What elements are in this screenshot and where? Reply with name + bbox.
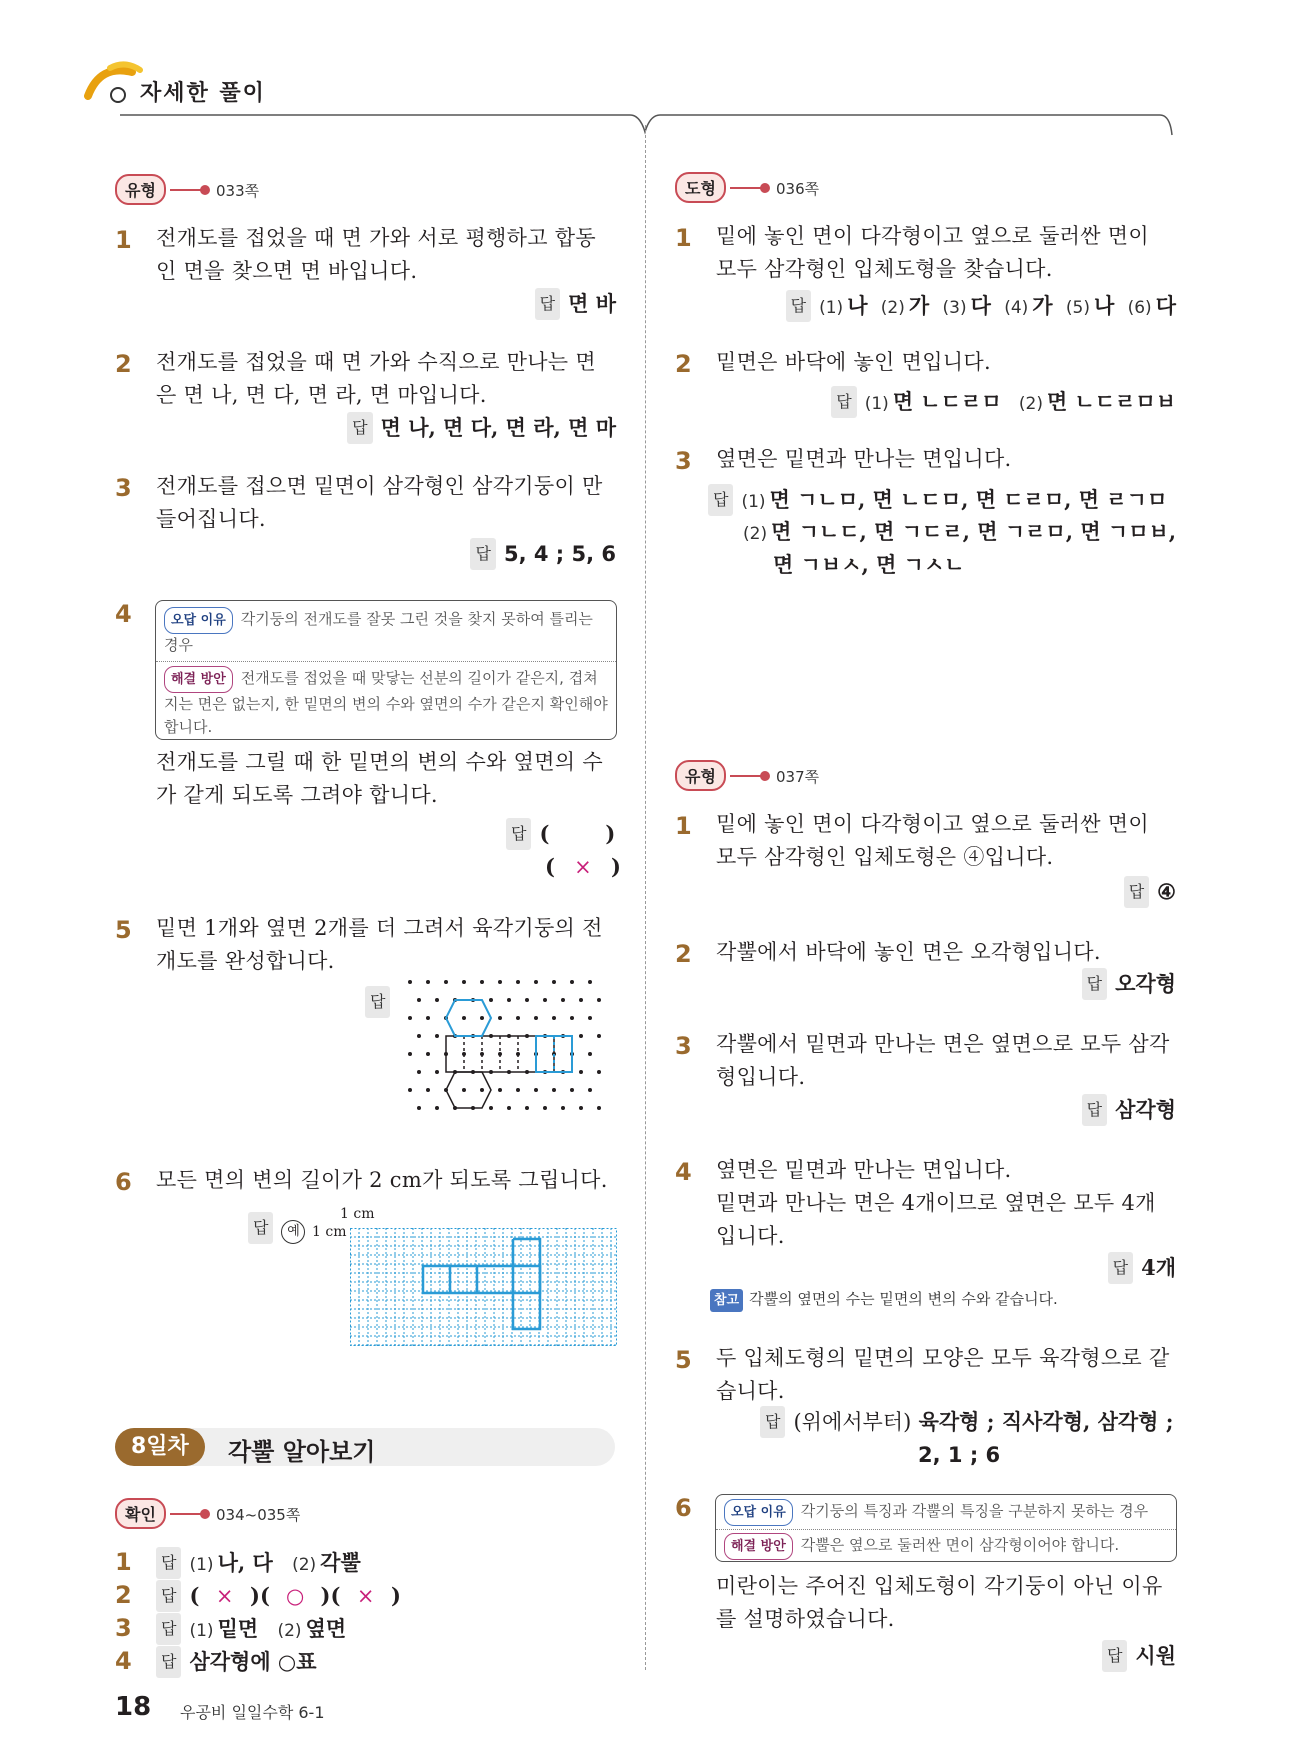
answer-value: 면 ㄴㄷㄹㅁㅂ xyxy=(1046,389,1176,414)
note-text: 각뿔의 옆면의 수는 밑면의 변의 수와 같습니다. xyxy=(749,1290,1058,1308)
grid-dot xyxy=(597,1106,601,1110)
grid-dot xyxy=(516,1088,520,1092)
grid-dot xyxy=(579,998,583,1002)
grid-dot xyxy=(489,998,493,1002)
example-mark: 예 xyxy=(281,1220,305,1244)
grid-dot xyxy=(489,1106,493,1110)
grid-dot xyxy=(408,980,412,984)
answer-value: 면 ㄱㄴㅁ, 면 ㄴㄷㅁ, 면 ㄷㄹㅁ, 면 ㄹㄱㅁ xyxy=(769,487,1168,512)
ref-dot xyxy=(200,1509,210,1519)
solution-text: 전개도를 접었을 때 맞닿는 선분의 길이가 같은지, 겹쳐지는 면은 없는지, 한 밑면의 변의 수와 옆면의 수가 같은지 확인해야 합니다. xyxy=(164,669,608,736)
grid-dot xyxy=(597,1070,601,1074)
grid-dot xyxy=(561,998,565,1002)
grid-dot xyxy=(597,998,601,1002)
answer-line xyxy=(1082,1094,1176,1126)
question-text: 전개도를 접으면 밑면이 삼각형인 삼각기둥이 만들어집니다. xyxy=(156,474,603,531)
answer-line-2 xyxy=(743,517,1176,549)
answer-line xyxy=(1082,968,1176,1000)
grid-dot xyxy=(570,980,574,984)
answer-label: 답 xyxy=(248,1212,273,1244)
item-prefix: (1) xyxy=(819,298,844,318)
answer-value: 4개 xyxy=(1141,1255,1176,1280)
answer-line-3 xyxy=(773,550,965,580)
grid-dot xyxy=(426,980,430,984)
grid-dot xyxy=(435,998,439,1002)
header-title: 자세한 풀이 xyxy=(140,81,266,106)
grid-dot xyxy=(408,1088,412,1092)
answer-label: 답 xyxy=(1082,1094,1107,1126)
page-ref: 033쪽 xyxy=(216,182,260,200)
answer-line xyxy=(156,1646,317,1678)
grid-dot xyxy=(408,1016,412,1020)
question-number: 4 xyxy=(115,1647,132,1675)
grid-dot xyxy=(426,1016,430,1020)
item-prefix: (2) xyxy=(277,1621,302,1641)
x-mark: × xyxy=(356,1584,375,1608)
answer-line xyxy=(365,986,398,1018)
paren-open: ( xyxy=(539,821,550,846)
answer-line xyxy=(506,818,615,850)
answer-value: 2, 1 ; 6 xyxy=(918,1443,1001,1467)
item-prefix: (2) xyxy=(1018,394,1043,414)
answer-line xyxy=(786,290,1176,323)
grid-dot xyxy=(588,1088,592,1092)
question-number: 6 xyxy=(115,1168,132,1196)
grid-dot xyxy=(498,1016,502,1020)
grid-dot xyxy=(408,1052,412,1056)
answer-line-2 xyxy=(545,852,621,882)
paren-close: ) xyxy=(610,854,621,879)
answer-line xyxy=(156,1547,361,1580)
day-badge: 8일차 xyxy=(115,1428,205,1466)
mistake-reason xyxy=(156,601,616,662)
answer-value: 가 xyxy=(908,293,930,318)
grid-dot xyxy=(507,998,511,1002)
question-text: 전개도를 접었을 때 면 가와 서로 평행하고 합동인 면을 찾으면 면 바입니다. xyxy=(156,226,596,283)
grid-dot xyxy=(588,1016,592,1020)
question-text: 전개도를 그릴 때 한 밑면의 변의 수와 옆면의 수가 같게 되도록 그려야 합니다. xyxy=(156,750,603,807)
mistake-tag: 오답 이유 xyxy=(724,1499,793,1526)
grid-dot xyxy=(462,980,466,984)
question-text: 밑면은 바닥에 놓인 면입니다. xyxy=(716,350,991,374)
answer-value: 다 xyxy=(970,293,991,318)
question-number: 1 xyxy=(115,1548,132,1576)
grid-dot xyxy=(480,1016,484,1020)
section-badge-type: 유형 xyxy=(115,174,166,205)
answer-line xyxy=(708,484,1167,517)
day-title: 각뿔 알아보기 xyxy=(228,1438,376,1466)
grid-dot xyxy=(417,1034,421,1038)
grid-dot xyxy=(534,1088,538,1092)
question-text: 옆면은 밑면과 만나는 면입니다. xyxy=(716,1158,1012,1182)
question-text: 모든 면의 변의 길이가 2 cm가 되도록 그립니다. xyxy=(156,1168,608,1192)
question-text: 각뿔에서 밑면과 만나는 면은 옆면으로 모두 삼각형입니다. xyxy=(716,1032,1170,1089)
answer-label: 답 xyxy=(1102,1640,1127,1672)
question-number: 3 xyxy=(675,1032,692,1060)
question-number: 3 xyxy=(115,474,132,502)
item-prefix: (1) xyxy=(864,394,889,414)
question-number: 5 xyxy=(675,1346,692,1374)
question-number: 6 xyxy=(675,1494,692,1522)
reference-note xyxy=(710,1288,1058,1312)
page-ref: 034~035쪽 xyxy=(216,1506,301,1524)
item-prefix: (2) xyxy=(880,298,905,318)
answer-label: 답 xyxy=(156,1646,181,1678)
answer-value: 시원 xyxy=(1135,1643,1176,1668)
solution-plan xyxy=(716,1530,1176,1563)
answer-value: 다 xyxy=(1155,293,1176,318)
answer-label: 답 xyxy=(470,538,495,570)
answer-label: 답 xyxy=(156,1580,181,1612)
answer-value: 밑면 xyxy=(217,1616,259,1641)
grid-dot xyxy=(435,1034,439,1038)
answer-label: 답 xyxy=(156,1547,181,1579)
grid-dot xyxy=(498,980,502,984)
item-prefix: (2) xyxy=(292,1555,317,1575)
grid-dot xyxy=(462,1088,466,1092)
question-number: 2 xyxy=(675,350,692,378)
page-ref: 037쪽 xyxy=(776,768,820,786)
answer-value: 면 ㄱㅂㅅ, 면 ㄱㅅㄴ xyxy=(773,552,965,577)
grid-dot xyxy=(579,1106,583,1110)
answer-label: 답 xyxy=(1124,876,1149,908)
x-mark: × xyxy=(574,855,592,879)
item-prefix: (1) xyxy=(741,492,766,512)
answer-line xyxy=(470,538,616,570)
grid-dot xyxy=(534,1016,538,1020)
answer-label: 답 xyxy=(831,386,856,418)
answer-line: 답 ( × )( ○ )( × ) xyxy=(156,1580,401,1612)
question-text: 밑면 1개와 옆면 2개를 더 그려서 육각기둥의 전개도를 완성합니다. xyxy=(156,916,603,973)
answer-line xyxy=(156,1613,346,1646)
paren-open: ( xyxy=(545,854,555,879)
question-text: 미란이는 주어진 입체도형이 각기둥이 아닌 이유를 설명하였습니다. xyxy=(716,1574,1163,1631)
mistake-reason xyxy=(716,1495,1176,1530)
section-badge-check: 확인 xyxy=(115,1498,166,1529)
question-number: 4 xyxy=(675,1158,692,1186)
answer-value: 오각형 xyxy=(1115,971,1176,996)
item-prefix: (1) xyxy=(189,1621,214,1641)
item-prefix: (5) xyxy=(1065,298,1090,318)
answer-label: 답 xyxy=(506,818,531,850)
grid-dot xyxy=(579,1070,583,1074)
answer-line xyxy=(1108,1252,1176,1284)
grid-dot xyxy=(417,1070,421,1074)
answer-line xyxy=(1124,876,1176,908)
answer-line xyxy=(1102,1640,1176,1672)
answer-value: 면 바 xyxy=(568,291,616,316)
solution-tag: 해결 방안 xyxy=(164,666,233,693)
solution-text: 각뿔은 옆으로 둘러싼 면이 삼각형이어야 합니다. xyxy=(800,1536,1120,1554)
item-prefix: (1) xyxy=(189,1555,214,1575)
column-divider xyxy=(645,125,646,1670)
grid-dot xyxy=(435,1106,439,1110)
hexagonal-prism-net xyxy=(400,980,620,1140)
question-number: 1 xyxy=(675,812,692,840)
question-number: 3 xyxy=(675,447,692,475)
grid-dot xyxy=(543,1106,547,1110)
ref-dot xyxy=(760,183,770,193)
answer-line xyxy=(760,1406,1174,1438)
item-prefix: (6) xyxy=(1127,298,1152,318)
grid-dot xyxy=(480,980,484,984)
mistake-text: 각기둥의 전개도를 잘못 그린 것을 찾지 못하여 틀리는 경우 xyxy=(164,610,593,654)
grid-dot xyxy=(507,1106,511,1110)
grid-dot xyxy=(552,980,556,984)
answer-label: 답 xyxy=(365,986,390,1018)
answer-value: 나 xyxy=(1094,293,1115,318)
cube-net-answer xyxy=(423,1239,540,1329)
x-mark: × xyxy=(215,1584,234,1608)
grid-drawing xyxy=(350,1228,620,1350)
item-prefix: (2) xyxy=(743,524,768,544)
grid-dot xyxy=(426,1088,430,1092)
question-number: 2 xyxy=(115,1581,132,1609)
page-ref: 036쪽 xyxy=(776,180,820,198)
answer-value: 옆면 xyxy=(305,1616,347,1641)
header-rule xyxy=(120,110,1180,140)
book-title: 우공비 일일수학 6-1 xyxy=(180,1703,325,1722)
item-prefix: (4) xyxy=(1004,298,1029,318)
answer-value: 삼각형에 ○표 xyxy=(189,1649,317,1674)
page-number: 18 xyxy=(115,1692,152,1722)
note-tag: 참고 xyxy=(710,1289,743,1312)
grid-dot xyxy=(516,980,520,984)
question-number: 4 xyxy=(115,600,132,628)
question-text: 옆면은 밑면과 만나는 면입니다. xyxy=(716,447,1012,471)
question-text: 밑에 놓인 면이 다각형이고 옆으로 둘러싼 면이 모두 삼각형인 입체도형은 ④입니다. xyxy=(716,812,1149,869)
question-text: 밑에 놓인 면이 다각형이고 옆으로 둘러싼 면이 모두 삼각형인 입체도형을 찾습니다. xyxy=(716,224,1149,281)
grid-dot xyxy=(588,1052,592,1056)
grid-dot xyxy=(417,998,421,1002)
question-text: 전개도를 접었을 때 면 가와 수직으로 만나는 면은 면 나, 면 다, 면 라, 면 마입니다. xyxy=(156,350,596,407)
question-text: 각뿔에서 바닥에 놓인 면은 오각형입니다. xyxy=(716,940,1101,964)
answer-label: 답 xyxy=(535,288,560,320)
solution-plan xyxy=(156,662,616,743)
answer-value: ④ xyxy=(1157,879,1176,904)
grid-dot xyxy=(579,1034,583,1038)
answer-label: 답 xyxy=(786,290,811,322)
question-text: 두 입체도형의 밑면의 모양은 모두 육각형으로 같습니다. xyxy=(716,1346,1170,1403)
mistake-text: 각기둥의 특징과 각뿔의 특징을 구분하지 못하는 경우 xyxy=(800,1502,1149,1520)
answer-line xyxy=(535,288,616,320)
grid-dot xyxy=(597,1034,601,1038)
question-number: 1 xyxy=(115,226,132,254)
answer-value: 육각형 ; 직사각형, 삼각형 ; xyxy=(918,1409,1174,1434)
answer-line-2 xyxy=(918,1440,1000,1470)
mistake-tag: 오답 이유 xyxy=(164,607,233,634)
answer-label: 답 xyxy=(1108,1252,1133,1284)
answer-line xyxy=(831,386,1176,419)
grid-dot xyxy=(417,1106,421,1110)
grid-dot xyxy=(426,1052,430,1056)
solution-tag: 해결 방안 xyxy=(724,1533,793,1560)
answer-label: 답 xyxy=(708,484,733,516)
grid-dot xyxy=(552,1088,556,1092)
answer-line xyxy=(248,1212,305,1244)
grid-dot xyxy=(570,1088,574,1092)
mistake-box xyxy=(715,1494,1177,1562)
grid-dot xyxy=(552,1016,556,1020)
answer-value: 삼각형 xyxy=(1115,1097,1176,1122)
answer-value: 5, 4 ; 5, 6 xyxy=(503,542,616,566)
question-number: 2 xyxy=(115,350,132,378)
answer-line xyxy=(347,412,616,444)
answer-value: 나, 다 xyxy=(217,1550,273,1575)
question-text-2: 밑면과 만나는 면은 4개이므로 옆면은 모두 4개입니다. xyxy=(716,1191,1156,1248)
grid-dot xyxy=(570,1016,574,1020)
answer-value: 각뿔 xyxy=(320,1550,361,1575)
section-badge-shape: 도형 xyxy=(675,172,726,203)
grid-dot xyxy=(498,1088,502,1092)
grid-dot xyxy=(543,998,547,1002)
grid-dot xyxy=(516,1016,520,1020)
question-number: 2 xyxy=(675,940,692,968)
answer-label: 답 xyxy=(156,1613,181,1645)
unit-top-label: 1 cm xyxy=(340,1206,375,1222)
answer-value: 면 ㄱㄴㄷ, 면 ㄱㄷㄹ, 면 ㄱㄹㅁ, 면 ㄱㅁㅂ, xyxy=(771,519,1177,544)
answer-value: 면 나, 면 다, 면 라, 면 마 xyxy=(380,415,616,440)
grid-dot xyxy=(534,980,538,984)
grid-dot xyxy=(444,980,448,984)
grid-dot xyxy=(435,1070,439,1074)
answer-value: 면 ㄴㄷㄹㅁ xyxy=(892,389,1002,414)
answer-value: 가 xyxy=(1032,293,1053,318)
grid-dot xyxy=(588,980,592,984)
mistake-box xyxy=(155,600,617,740)
grid-dot xyxy=(525,1106,529,1110)
question-number: 1 xyxy=(675,224,692,252)
question-number: 5 xyxy=(115,916,132,944)
answer-label: 답 xyxy=(347,412,372,444)
answer-label: 답 xyxy=(760,1406,785,1438)
grid-dot xyxy=(561,1106,565,1110)
ref-dot xyxy=(760,771,770,781)
question-number: 3 xyxy=(115,1614,132,1642)
answer-value: 나 xyxy=(847,293,868,318)
item-prefix: (3) xyxy=(942,298,967,318)
ref-dot xyxy=(200,185,210,195)
unit-side-label: 1 cm xyxy=(312,1224,347,1240)
grid-dot xyxy=(525,998,529,1002)
grid-dot xyxy=(462,1016,466,1020)
answer-label: 답 xyxy=(1082,968,1107,1000)
paren-close: ) xyxy=(605,821,616,846)
grid-dot xyxy=(480,1088,484,1092)
circle-mark: ○ xyxy=(286,1584,305,1608)
section-badge-type: 유형 xyxy=(675,760,726,791)
answer-prefix: (위에서부터) xyxy=(793,1410,912,1434)
